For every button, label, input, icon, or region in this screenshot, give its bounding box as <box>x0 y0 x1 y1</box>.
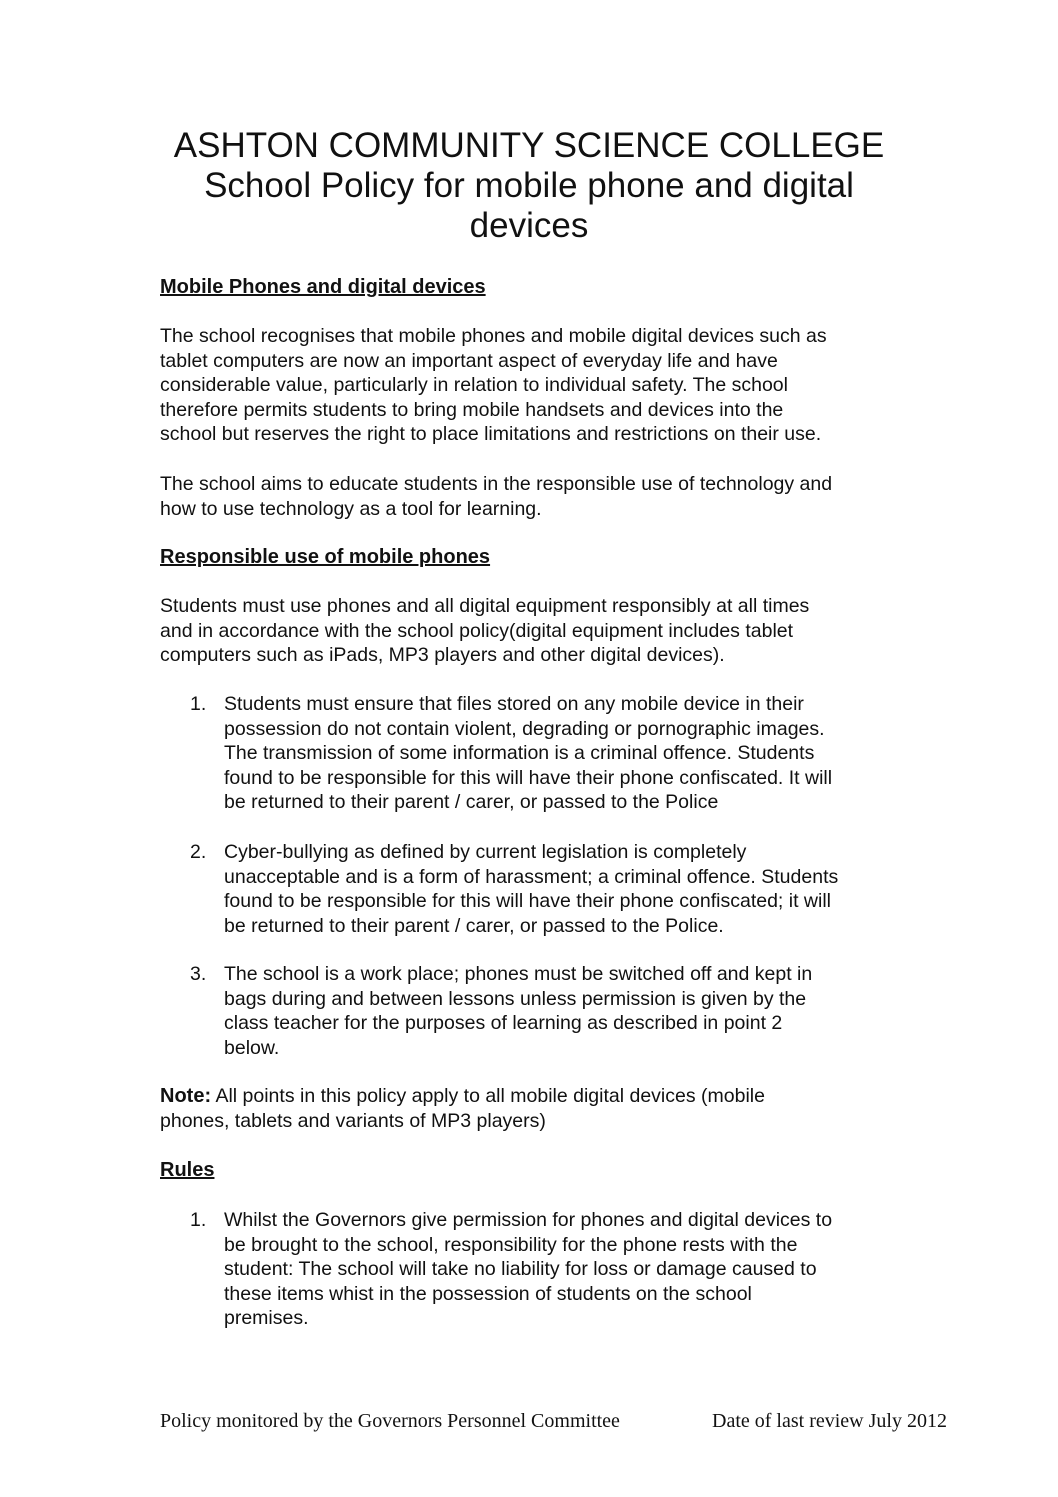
note-paragraph <box>160 1084 905 1133</box>
list-number: 2. <box>190 841 207 863</box>
title-line-3: devices <box>469 206 589 245</box>
paragraph-responsible-intro: Students must use phones and all digital equipment responsibly at all times and in accordance with the school policy(digital equipment includes tablet computers such as iPads, MP3 players and other digital devices). <box>160 595 810 667</box>
list-text: The school is a work place; phones must be switched off and kept in bags during and between lessons unless permission is given by the class teacher for the purposes of learning as described in point 2 below. <box>224 963 813 1059</box>
section-heading-mobile-phones: Mobile Phones and digital devices <box>160 276 486 298</box>
note-text: All points in this policy apply to all mobile digital devices (mobile phones, tablets and variants of MP3 players) <box>160 1085 765 1132</box>
footer-monitored-by: Policy monitored by the Governors Personnel Committee <box>160 1410 620 1432</box>
list-text: Whilst the Governors give permission for phones and digital devices to be brought to the school, responsibility for the phone rests with the student: The school will take no liability for loss or damage caused to these items whist in the possession of students on the school premises. <box>224 1209 833 1330</box>
list-number: 1. <box>190 693 207 715</box>
page-title <box>140 126 918 246</box>
list-number: 1. <box>190 1209 207 1231</box>
footer-review-date: Date of last review July 2012 <box>712 1410 947 1432</box>
list-text: Students must ensure that files stored on any mobile device in their possession do not contain violent, degrading or pornographic images. The transmission of some information is a criminal offence. Students found to be responsible for this will have their phone confiscated. It will be returned to their parent / carer, or passed to the Police <box>224 693 833 814</box>
note-label: Note: <box>160 1085 212 1107</box>
list-text: Cyber-bullying as defined by current legislation is completely unacceptable and is a form of harassment; a criminal offence. Students found to be responsible for this will have their phone confiscated; it will be returned to their parent / carer, or passed to the Police. <box>224 841 839 937</box>
section-heading-responsible-use: Responsible use of mobile phones <box>160 546 491 568</box>
title-line-1: ASHTON COMMUNITY SCIENCE COLLEGE <box>173 126 885 165</box>
section-heading-rules: Rules <box>160 1159 215 1181</box>
list-number: 3. <box>190 963 207 985</box>
title-line-2: School Policy for mobile phone and digital <box>204 166 854 205</box>
paragraph-aims: The school aims to educate students in the responsible use of technology and how to use technology as a tool for learning. <box>160 473 833 520</box>
paragraph-recognition: The school recognises that mobile phones and mobile digital devices such as tablet computers are now an important aspect of everyday life and have considerable value, particularly in relation to individual safety. The school therefore permits students to bring mobile handsets and devices into the school but reserves the right to place limitations and restrictions on their use. <box>160 325 827 446</box>
